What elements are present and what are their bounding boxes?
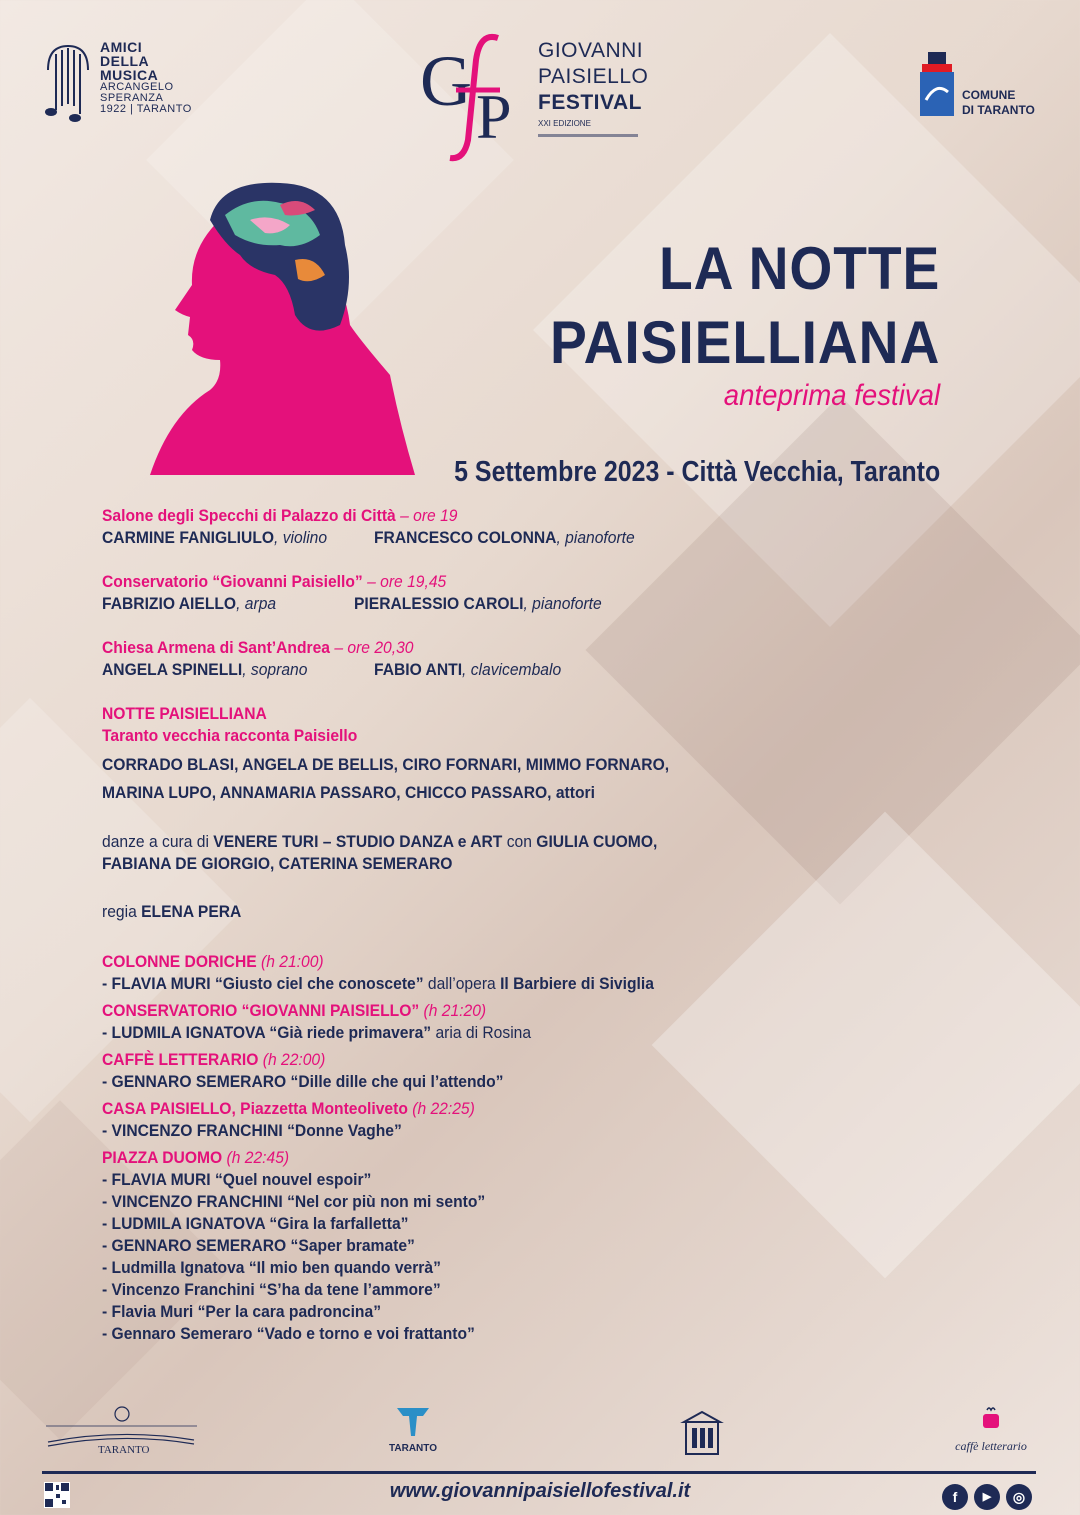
conservatorio-emblem-icon (44, 1404, 199, 1448)
program-item (102, 1301, 902, 1323)
performer (354, 593, 602, 615)
festival-text (538, 38, 648, 116)
amici-line: MUSICA (100, 67, 159, 83)
program-item (102, 1213, 902, 1235)
program-item-line (102, 1169, 371, 1191)
performer (102, 527, 352, 549)
program-item-line (102, 1301, 381, 1323)
festival-direction (538, 134, 638, 137)
program-stop-line (102, 1147, 289, 1169)
program-performer: - Gennaro Semeraro (102, 1324, 253, 1343)
dance-names: GIULIA CUOMO, (536, 832, 658, 851)
facebook-icon[interactable]: f (942, 1484, 968, 1510)
amici-line: SPERANZA (100, 92, 164, 104)
venue-time: – ore 19 (395, 506, 458, 525)
amici-della-musica-logo (42, 40, 192, 130)
notte-subtitle: Taranto vecchia racconta Paisiello (102, 726, 358, 745)
performer-name: ANGELA SPINELLI (102, 660, 243, 679)
program-item-line (102, 1022, 531, 1044)
amici-line: AMICI (100, 39, 143, 55)
program-time: (h 21:00) (256, 952, 324, 971)
performer (374, 527, 635, 549)
program-place: COLONNE DORICHE (102, 952, 257, 971)
program-item-line (102, 973, 654, 995)
taranto-t-icon (393, 1404, 433, 1438)
program-performer: - VINCENZO FRANCHINI (102, 1192, 283, 1211)
program-piece: “Nel cor più non mi sento” (282, 1192, 486, 1211)
program-note: dall’opera (423, 974, 501, 993)
event-title (516, 232, 940, 380)
program-time: (h 22:00) (258, 1050, 326, 1069)
festival-line: FESTIVAL (538, 91, 642, 114)
regia-name: ELENA PERA (141, 902, 242, 921)
program-place: PIAZZA DUOMO (102, 1148, 223, 1167)
program-item (102, 1191, 902, 1213)
program-performer: - GENNARO SEMERARO (102, 1236, 287, 1255)
program-piece: “Il mio ben quando verrà” (244, 1258, 441, 1277)
program-piece: “Già riede primavera” (265, 1023, 432, 1042)
program-time: (h 22:25) (407, 1099, 475, 1118)
comune-text (962, 88, 1035, 118)
program-item (102, 1235, 902, 1257)
festival-edition: XXI EDIZIONE (538, 119, 591, 128)
program-item-line (102, 1279, 441, 1301)
performer-name: FABIO ANTI (374, 660, 463, 679)
venue-name: Chiesa Armena di Sant’Andrea (102, 638, 331, 657)
program-stop-line (102, 1000, 486, 1022)
svg-text:G: G (420, 41, 472, 121)
title-line: LA NOTTE (658, 235, 940, 302)
dance-credits (102, 831, 902, 875)
program-piece: “Dille dille che qui l’attendo” (286, 1072, 504, 1091)
performer-name: FABRIZIO AIELLO (102, 594, 237, 613)
program-stop-heading (102, 1147, 902, 1169)
conservatorio-logo (44, 1404, 199, 1460)
dance-company: VENERE TURI – STUDIO DANZA e ART (213, 832, 503, 851)
program-performer: - LUDMILA IGNATOVA (102, 1214, 266, 1233)
performer-role: , pianoforte (556, 528, 635, 547)
program-performer: - VINCENZO FRANCHINI (102, 1121, 283, 1140)
instagram-icon[interactable]: ◎ (1006, 1484, 1032, 1510)
casa-paisiello-icon (680, 1408, 724, 1458)
title-line: PAISIELLIANA (549, 309, 940, 376)
notte-title: NOTTE PAISIELLIANA (102, 704, 267, 723)
venue-name: Salone degli Specchi di Palazzo di Città (102, 506, 396, 525)
comune-line: COMUNE (962, 88, 1016, 102)
concert-venue (102, 571, 446, 593)
program-piece: “Gira la farfalletta” (265, 1214, 409, 1233)
venue-time: – ore 20,30 (330, 638, 414, 657)
notte-section (102, 703, 902, 923)
dance-names: FABIANA DE GIORGIO, CATERINA SEMERARO (102, 854, 453, 873)
concert-section (102, 637, 902, 681)
performer-role: , soprano (242, 660, 308, 679)
performer-role: , pianoforte (523, 594, 602, 613)
paisiello-festival-logo (420, 30, 670, 170)
program-performer: - Vincenzo Franchini (102, 1280, 255, 1299)
program-place: CASA PAISIELLO, Piazzetta Monteoliveto (102, 1099, 408, 1118)
program-item (102, 1071, 902, 1093)
program-stop-heading (102, 1000, 902, 1022)
dance-line (102, 831, 657, 853)
evening-program (102, 951, 902, 1345)
event-subtitle: anteprima festival (723, 379, 940, 412)
program-performer: - Ludmilla Ignatova (102, 1258, 245, 1277)
performer (102, 659, 352, 681)
program-piece: “S’ha da tene l’ammore” (254, 1280, 441, 1299)
program-content (102, 505, 902, 1345)
program-time: (h 22:45) (222, 1148, 290, 1167)
performer-name: PIERALESSIO CAROLI (354, 594, 524, 613)
gfp-monogram-icon (420, 30, 532, 165)
venue-time: – ore 19,45 (362, 572, 447, 591)
program-stop-line (102, 951, 324, 973)
program-item (102, 1120, 902, 1142)
program-opera: Il Barbiere di Siviglia (500, 974, 654, 993)
program-item (102, 1257, 902, 1279)
performer-role: , arpa (236, 594, 277, 613)
program-performer: - Flavia Muri (102, 1302, 194, 1321)
festival-line: GIOVANNI (538, 39, 644, 62)
performer (102, 593, 334, 615)
program-stop-heading (102, 1049, 902, 1071)
dance-prefix: danze a cura di (102, 832, 214, 851)
performer-role: , clavicembalo (462, 660, 562, 679)
festival-line: PAISIELLO (538, 65, 649, 88)
actors-line: CORRADO BLASI, ANGELA DE BELLIS, CIRO FORNARI, MIMMO FORNARO, (102, 755, 670, 774)
concert-performers (102, 659, 902, 681)
concert-section (102, 571, 902, 615)
coffee-cup-icon (977, 1404, 1005, 1434)
performer-name: CARMINE FANIGLIULO (102, 528, 275, 547)
program-item (102, 973, 902, 995)
website-link[interactable]: www.giovannipaisiellofestival.it (389, 1480, 691, 1502)
program-place: CONSERVATORIO “GIOVANNI PAISIELLO” (102, 1001, 420, 1020)
program-item-line (102, 1191, 485, 1213)
footer-divider (42, 1471, 1036, 1474)
taranto-tourism-logo (378, 1404, 448, 1460)
program-performer: - LUDMILA IGNATOVA (102, 1023, 266, 1042)
program-performer: - FLAVIA MURI (102, 1170, 211, 1189)
concert-performers (102, 527, 902, 549)
program-piece: “Vado e torno e voi frattanto” (252, 1324, 475, 1343)
amici-line: DELLA (100, 53, 150, 69)
program-stop-heading (102, 951, 902, 973)
concert-performers (102, 593, 902, 615)
caffe-letterario-logo (944, 1404, 1038, 1460)
program-item-line (102, 1071, 503, 1093)
program-time: (h 21:20) (419, 1001, 487, 1020)
concert-section (102, 505, 902, 549)
program-performer: - FLAVIA MURI (102, 974, 211, 993)
program-place: CAFFÈ LETTERARIO (102, 1050, 259, 1069)
city-crest-icon (918, 52, 956, 118)
regia-prefix: regia (102, 902, 142, 921)
event-date-location: 5 Settembre 2023 - Città Vecchia, Taranto (453, 456, 940, 488)
program-item-line (102, 1235, 415, 1257)
concert-venue (102, 505, 457, 527)
harp-notes-icon (42, 40, 94, 130)
program-piece: “Donne Vaghe” (282, 1121, 402, 1140)
comune-line: DI TARANTO (962, 103, 1035, 117)
amici-line: ARCANGELO (100, 81, 174, 93)
program-item (102, 1279, 902, 1301)
regia-credit (102, 901, 241, 923)
program-note: aria di Rosina (431, 1023, 532, 1042)
program-piece: “Quel nouvel espoir” (210, 1170, 372, 1189)
program-item-line (102, 1213, 408, 1235)
youtube-icon[interactable]: ▶ (974, 1484, 1000, 1510)
conservatorio-logo-text: TARANTO (98, 1444, 150, 1456)
amici-text (100, 40, 192, 115)
caffe-letterario-text: caffè letterario (955, 1439, 1027, 1453)
paisiello-silhouette-icon (130, 175, 430, 505)
amici-line: 1922 | TARANTO (100, 103, 192, 115)
program-piece: “Per la cara padroncina” (193, 1302, 382, 1321)
comune-taranto-logo (918, 52, 1038, 122)
program-performer: - GENNARO SEMERARO (102, 1072, 287, 1091)
venue-name: Conservatorio “Giovanni Paisiello” (102, 572, 363, 591)
program-item (102, 1022, 902, 1044)
program-item-line (102, 1257, 441, 1279)
program-piece: “Saper bramate” (286, 1236, 415, 1255)
concert-venue (102, 637, 413, 659)
svg-text:P: P (476, 81, 512, 152)
program-item (102, 1169, 902, 1191)
performer-role: , violino (274, 528, 328, 547)
program-stop-line (102, 1098, 475, 1120)
program-stop-heading (102, 1098, 902, 1120)
program-item-line (102, 1120, 402, 1142)
program-item-line (102, 1323, 475, 1345)
program-item (102, 1323, 902, 1345)
program-piece: “Giusto ciel che conoscete” (210, 974, 424, 993)
taranto-logo-text: TARANTO (389, 1443, 437, 1454)
program-stop-line (102, 1049, 325, 1071)
performer (374, 659, 561, 681)
dance-connector: con (502, 832, 537, 851)
actors-line: MARINA LUPO, ANNAMARIA PASSARO, CHICCO PASSARO, attori (102, 783, 595, 802)
performer-name: FRANCESCO COLONNA (374, 528, 557, 547)
